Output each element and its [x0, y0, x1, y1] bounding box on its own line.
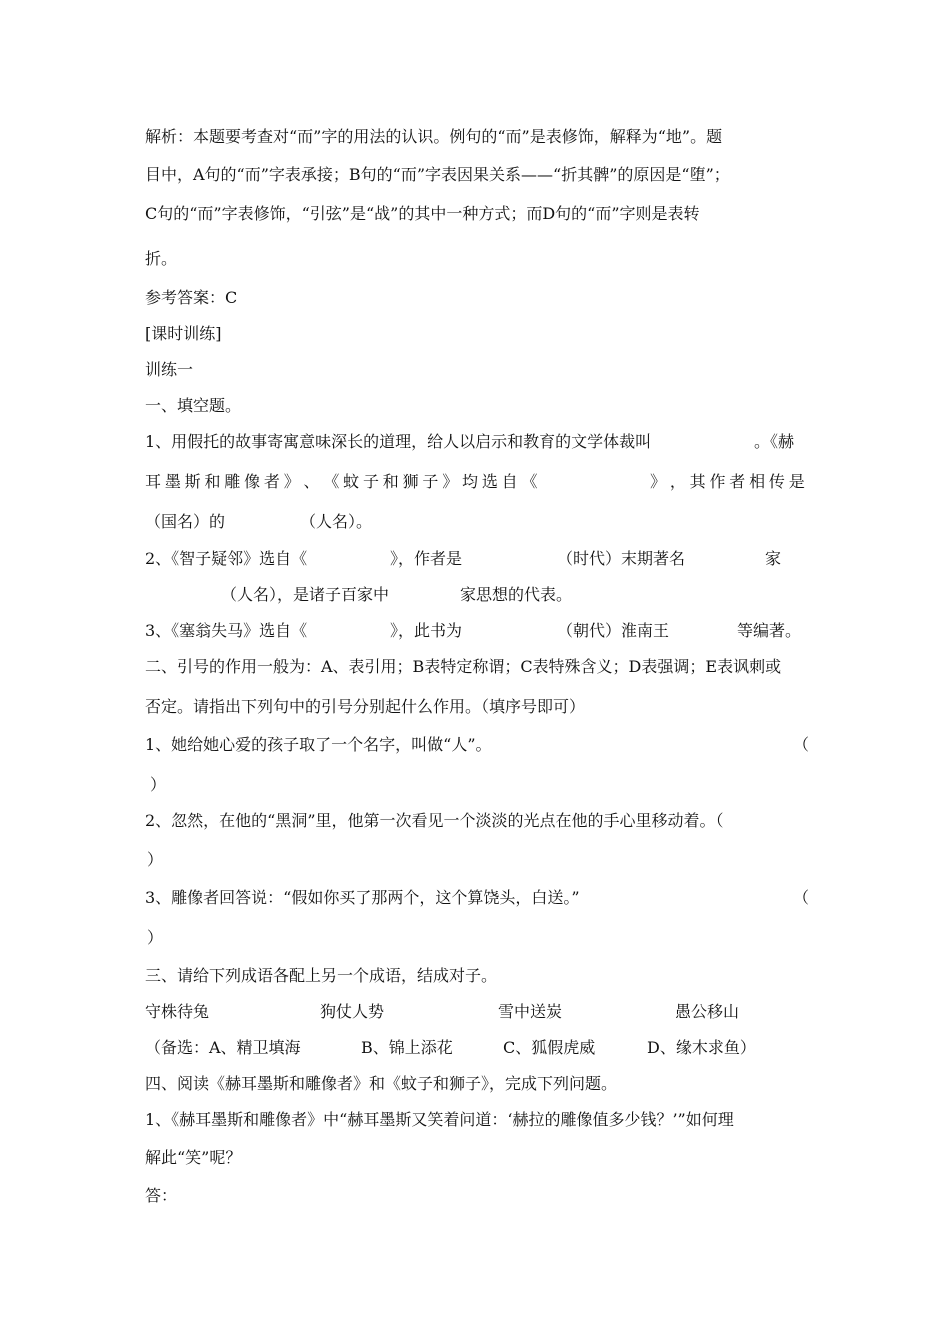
char: 均 — [462, 472, 479, 491]
part1-q2-b: 》，作者是 — [390, 549, 463, 568]
analysis-line-4: 折。 — [145, 249, 178, 268]
part2-q2-close-paren: ） — [147, 850, 164, 869]
char: 耳 — [145, 472, 162, 491]
char: 和 — [204, 472, 221, 491]
part1-q3-c: （朝代）淮南王 — [557, 621, 670, 640]
char: 子 — [362, 472, 379, 491]
char: 自 — [501, 472, 518, 491]
char: 》 — [283, 472, 300, 491]
section-subtitle: 训练一 — [145, 360, 194, 379]
part4-answer-label: 答： — [145, 1186, 178, 1205]
idiom-3: 雪中送炭 — [498, 1002, 563, 1021]
char: 》 — [650, 472, 667, 491]
part1-q1-person: （人名）。 — [300, 512, 373, 531]
part1-q2-d: 家 — [765, 549, 782, 568]
char: 蚊 — [343, 472, 360, 491]
option-b: B、锦上添花 — [361, 1038, 453, 1057]
part1-heading: 一、填空题。 — [145, 396, 242, 415]
part1-q1-tail: 。《赫 — [754, 432, 795, 451]
part1-q2-f: 家思想的代表。 — [460, 585, 573, 604]
char: 和 — [382, 472, 399, 491]
part1-q2-e: （人名），是诸子百家中 — [221, 585, 390, 604]
part1-q2-a: 2、《智子疑邻》选自《 — [145, 549, 308, 568]
char: 《 — [323, 472, 340, 491]
part4-q1-line1: 1、《赫耳墨斯和雕像者》中“赫耳墨斯又笑着问道：‘赫拉的雕像值多少钱？’”如何理 — [145, 1110, 734, 1129]
reference-answer: 参考答案：C — [145, 288, 238, 307]
part2-q3-open-paren: （ — [793, 888, 810, 907]
part1-q1-text: 1、用假托的故事寄寓意味深长的道理，给人以启示和教育的文学体裁叫 — [145, 432, 652, 451]
part2-line-2: 否定。请指出下列句中的引号分别起什么作用。（填序号即可） — [145, 697, 586, 716]
part2-q1-open-paren: （ — [793, 735, 810, 754]
option-d: D、缘木求鱼） — [647, 1038, 756, 1057]
analysis-line-2: 目中，A句的“而”字表承接；B句的“而”字表因果关系——“折其髀”的原因是“堕”； — [145, 165, 730, 184]
char: 狮 — [402, 472, 419, 491]
part1-q2-c: （时代）末期著名 — [557, 549, 686, 568]
char: 者 — [729, 472, 746, 491]
char: 、 — [303, 472, 320, 491]
char: ， — [669, 472, 686, 491]
part3-heading: 三、请给下列成语各配上另一个成语，结成对子。 — [145, 966, 498, 985]
part2-q1-text: 1、她给她心爱的孩子取了一个名字，叫做“人”。 — [145, 735, 492, 754]
char: 其 — [689, 472, 706, 491]
blank-space — [541, 472, 646, 492]
part1-q3-b: 》，此书为 — [390, 621, 463, 640]
part2-line-1: 二、引号的作用一般为：A、表引用；B表特定称谓；C表特殊含义；D表强调；E表讽刺或 — [145, 657, 782, 676]
analysis-line-1: 解析：本题要考查对“而”字的用法的认识。例句的“而”是表修饰，解释为“地”。题 — [145, 127, 723, 146]
part4-q1-line2: 解此“笑”呢？ — [145, 1148, 242, 1167]
char: 相 — [749, 472, 766, 491]
part2-q1-close-paren: ） — [150, 775, 167, 794]
char: 雕 — [224, 472, 241, 491]
part4-heading: 四、阅读《赫耳墨斯和雕像者》和《蚊子和狮子》，完成下列问题。 — [145, 1074, 618, 1093]
part2-q3-text: 3、雕像者回答说：“假如你买了那两个，这个算饶头，白送。” — [145, 888, 580, 907]
idiom-1: 守株待兔 — [145, 1002, 210, 1021]
idiom-4: 愚公移山 — [675, 1002, 740, 1021]
part2-q2-text: 2、忽然，在他的“黑洞”里，他第一次看见一个淡淡的光点在他的手心里移动着。（ — [145, 811, 724, 830]
idiom-2: 狗仗人势 — [320, 1002, 385, 1021]
analysis-line-3: C句的“而”字表修饰，“引弦”是“战”的其中一种方式；而D句的“而”字则是表转 — [145, 204, 700, 223]
char: 》 — [442, 472, 459, 491]
part1-q1-line2 — [145, 472, 805, 492]
part1-q1-country: （国名）的 — [145, 512, 226, 531]
char: 子 — [422, 472, 439, 491]
part1-q1-line1 — [145, 432, 805, 452]
part1-q3-a: 3、《塞翁失马》选自《 — [145, 621, 308, 640]
part2-q3-close-paren: ） — [147, 928, 164, 947]
part1-q3-d: 等编著。 — [737, 621, 802, 640]
char: 传 — [768, 472, 785, 491]
section-title: [课时训练] — [145, 324, 222, 343]
char: 者 — [263, 472, 280, 491]
option-a: （备选：A、精卫填海 — [145, 1038, 301, 1057]
part2-q1 — [145, 735, 810, 755]
option-c: C、狐假虎威 — [503, 1038, 596, 1057]
char: 像 — [244, 472, 261, 491]
char: 斯 — [184, 472, 201, 491]
char: 《 — [521, 472, 538, 491]
char: 作 — [709, 472, 726, 491]
char: 选 — [481, 472, 498, 491]
char: 墨 — [164, 472, 181, 491]
part2-q3 — [145, 888, 810, 908]
char: 是 — [788, 472, 805, 491]
